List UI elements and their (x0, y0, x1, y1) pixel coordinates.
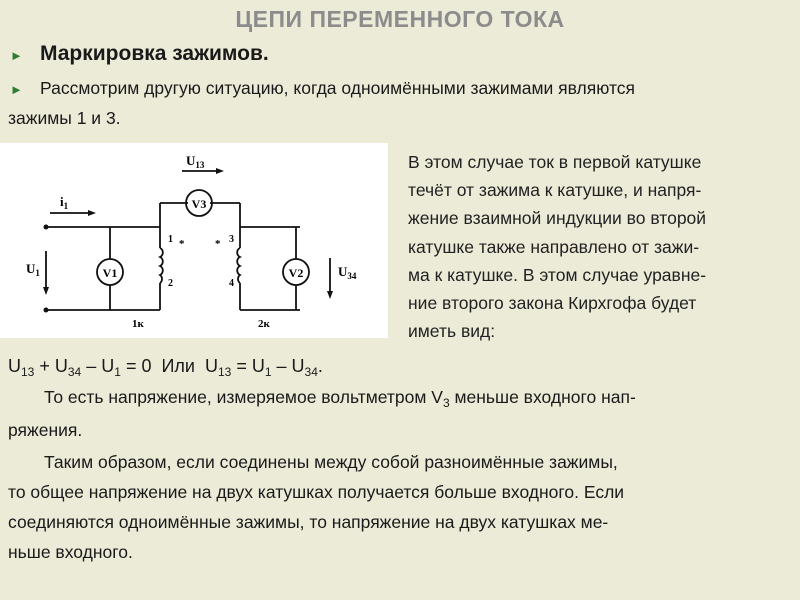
paragraph-2-line-3: соединяются одноимённые зажимы, то напряжение на двух катушках ме- (8, 512, 609, 532)
paragraph-1-line-1: То есть напряжение, измеряемое вольтметром $V_3$ меньше входного нап- (44, 387, 636, 410)
coil-1-label: 1к (132, 318, 144, 330)
explanation-line: ние второго закона Кирхгофа будет (408, 293, 697, 314)
voltmeter-v3-label: V3 (191, 197, 207, 211)
intro-line-2: зажимы 1 и 3. (8, 108, 121, 128)
explanation-line: иметь вид: (408, 321, 496, 342)
explanation-line: В этом случае ток в первой катушке (408, 152, 702, 172)
voltmeter-v1-label: V1 (102, 266, 118, 280)
explanation-text (408, 148, 798, 345)
explanation-line: жение взаимной индукции во второй (408, 208, 707, 229)
explanation-line: течёт от зажима к катушке, и напря- (408, 180, 702, 201)
terminal-4: 4 (229, 278, 234, 289)
kirchhoff-equation: $U_{13} + U_{34} - U_1 = 0$ Или $U_{13} = U_1 - U_{34}$. (8, 356, 323, 379)
intro-line-1: Рассмотрим другую ситуацию, когда одноимёнными зажимами являются (40, 78, 635, 98)
current-label: $i_1$ (60, 194, 69, 211)
coil-2-label: 2к (258, 318, 270, 330)
section-heading: Маркировка зажимов. (40, 42, 269, 65)
voltage-13-label: $U_{13}$ (186, 153, 205, 170)
bullet-arrow-icon: ► (10, 82, 23, 97)
bullet-arrow-icon: ► (10, 48, 23, 63)
voltmeter-v2-label: V2 (288, 266, 304, 280)
circuit-diagram (0, 143, 388, 338)
paragraph-2-line-2: то общее напряжение на двух катушках получается больше входного. Если (8, 482, 625, 502)
polarity-mark: * (215, 238, 221, 250)
terminal-3: 3 (229, 234, 234, 245)
terminal-1: 1 (168, 234, 173, 245)
paragraph-1-line-2: ряжения. (8, 420, 83, 440)
paragraph-2-line-4: ньше входного. (8, 542, 133, 562)
explanation-line: катушке также направлено от зажи- (408, 236, 700, 257)
polarity-mark: * (179, 238, 185, 250)
terminal-2: 2 (168, 278, 173, 289)
slide-title: ЦЕПИ ПЕРЕМЕННОГО ТОКА (235, 6, 565, 32)
paragraph-2-line-1: Таким образом, если соединены между собой разноимённые зажимы, (44, 452, 618, 472)
voltage-34-label: $U_{34}$ (338, 264, 357, 281)
input-voltage-label: $U_1$ (26, 261, 40, 278)
explanation-line: ма к катушке. В этом случае уравне- (408, 264, 707, 285)
